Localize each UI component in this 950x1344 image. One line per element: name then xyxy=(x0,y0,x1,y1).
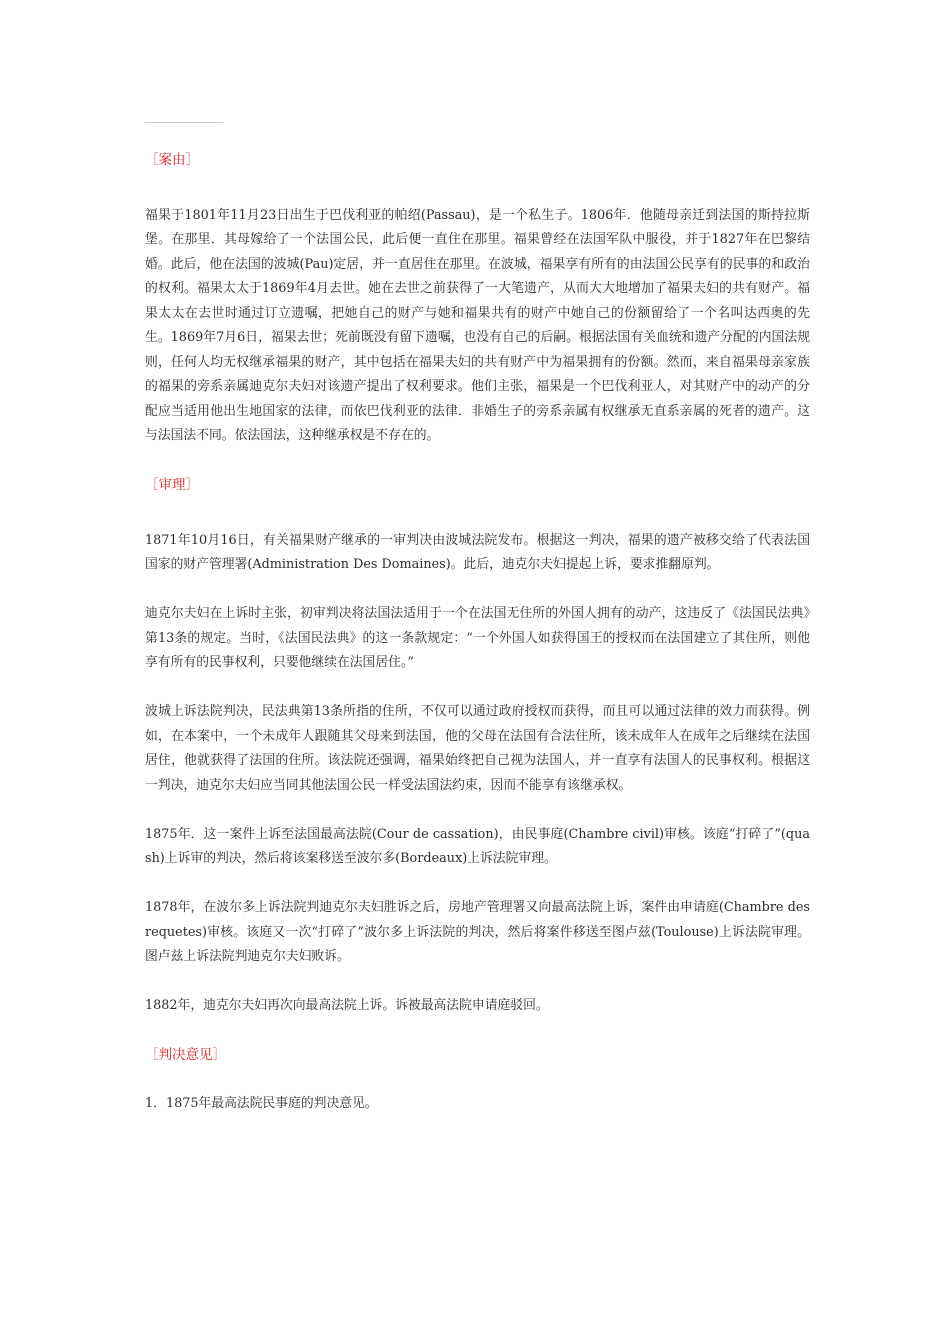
heading-label: 审理 xyxy=(158,477,186,493)
trial-paragraph-1: 1871年10月16日，有关福果财产继承的一审判决由波城法院发布。根据这一判决，福果的遗产被移交给了代表法国国家的财产管理署(Administration Des Domaines)。此后，迪克尔夫妇提起上诉，要求推翻原判。 xyxy=(145,532,810,572)
heading-label: 判决意见 xyxy=(158,1047,213,1063)
heading-bracket-close: ］ xyxy=(185,152,199,168)
heading-bracket-close: ］ xyxy=(185,477,199,493)
heading-bracket-open: ［ xyxy=(145,1047,159,1063)
section-heading-trial xyxy=(145,473,810,498)
trial-paragraph-4: 1875年．这一案件上诉至法国最高法院(Cour de cassation)，由民事庭(Chambre civil)审核。该庭“打碎了”(quash)上诉审的判决，然后将该案移送至波尔多(Bordeaux)上诉法院审理。 xyxy=(145,826,810,866)
document-body xyxy=(145,148,810,1117)
heading-bracket-open: ［ xyxy=(145,152,159,168)
case-paragraph-1: 福果于1801年11月23日出生于巴伐利亚的帕绍(Passau)，是一个私生子。1806年．他随母亲迁到法国的斯持拉斯堡。在那里．其母嫁给了一个法国公民，此后便一直住在那里。福果曾经在法国军队中服役，并于1827年在巴黎结婚。此后，他在法国的波城(Pau)定居，并一直居住在那里。在波城，福果享有所有的由法国公民享有的民事的和政治的权利。福果太太于1869年4月去世。她在去世之前获得了一大笔遗产，从而大大地增加了福果夫妇的共有财产。福果太太在去世时通过订立遗嘱，把她自己的财产与她和福果共有的财产中她自己的份额留给了一个名叫达西奥的先生。1869年7月6日，福果去世；死前既没有留下遗嘱，也没有自己的后嗣。根据法国有关血统和遗产分配的内国法规则，任何人均无权继承福果的财产，其中包括在福果夫妇的共有财产中为福果拥有的份额。然而，来自福果母亲家族的福果的旁系亲属迪克尔夫妇对该遗产提出了权利要求。他们主张，福果是一个巴伐利亚人，对其财产中的动产的分配应当适用他出生地国家的法律，而依巴伐利亚的法律．非婚生子的旁系亲属有权继承无直系亲属的死者的遗产。这与法国法不同。依法国法，这种继承权是不存在的。 xyxy=(145,207,810,443)
section-heading-opinion xyxy=(145,1043,810,1068)
heading-bracket-close: ］ xyxy=(212,1047,226,1063)
heading-label: 案由 xyxy=(158,152,186,168)
trial-paragraph-3: 波城上诉法院判决，民法典第13条所指的住所，不仅可以通过政府授权而获得，而且可以通过法律的效力而获得。例如，在本案中，一个未成年人跟随其父母来到法国，他的父母在法国有合法住所，该未成年人在成年之后继续在法国居住，他就获得了法国的住所。该法院还强调，福果始终把自己视为法国人，并一直享有法国人的民事权利。根据这一判决，迪克尔夫妇应当同其他法国公民一样受法国法约束，因而不能享有该继承权。 xyxy=(145,704,810,793)
heading-bracket-open: ［ xyxy=(145,477,159,493)
top-divider xyxy=(145,122,223,123)
trial-paragraph-5: 1878年，在波尔多上诉法院判迪克尔夫妇胜诉之后，房地产管理署又向最高法院上诉，案件由申请庭(Chambre des requetes)审核。该庭又一次“打碎了”波尔多上诉法院的判决，然后将案件移送至图卢兹(Toulouse)上诉法院审理。图卢兹上诉法院判迪克尔夫妇败诉。 xyxy=(145,900,810,964)
opinion-paragraph-1: 1．1875年最高法院民事庭的判决意见。 xyxy=(145,1096,378,1111)
section-heading-case xyxy=(145,148,810,173)
trial-paragraph-6: 1882年，迪克尔夫妇再次向最高法院上诉。诉被最高法院申请庭驳回。 xyxy=(145,998,549,1013)
trial-paragraph-2: 迪克尔夫妇在上诉时主张，初审判决将法国法适用于一个在法国无住所的外国人拥有的动产，这违反了《法国民法典》第13条的规定。当时，《法国民法典》的这一条款规定：“一个外国人如获得国王的授权而在法国建立了其住所，则他享有所有的民事权利，只要他继续在法国居住。” xyxy=(145,606,810,670)
